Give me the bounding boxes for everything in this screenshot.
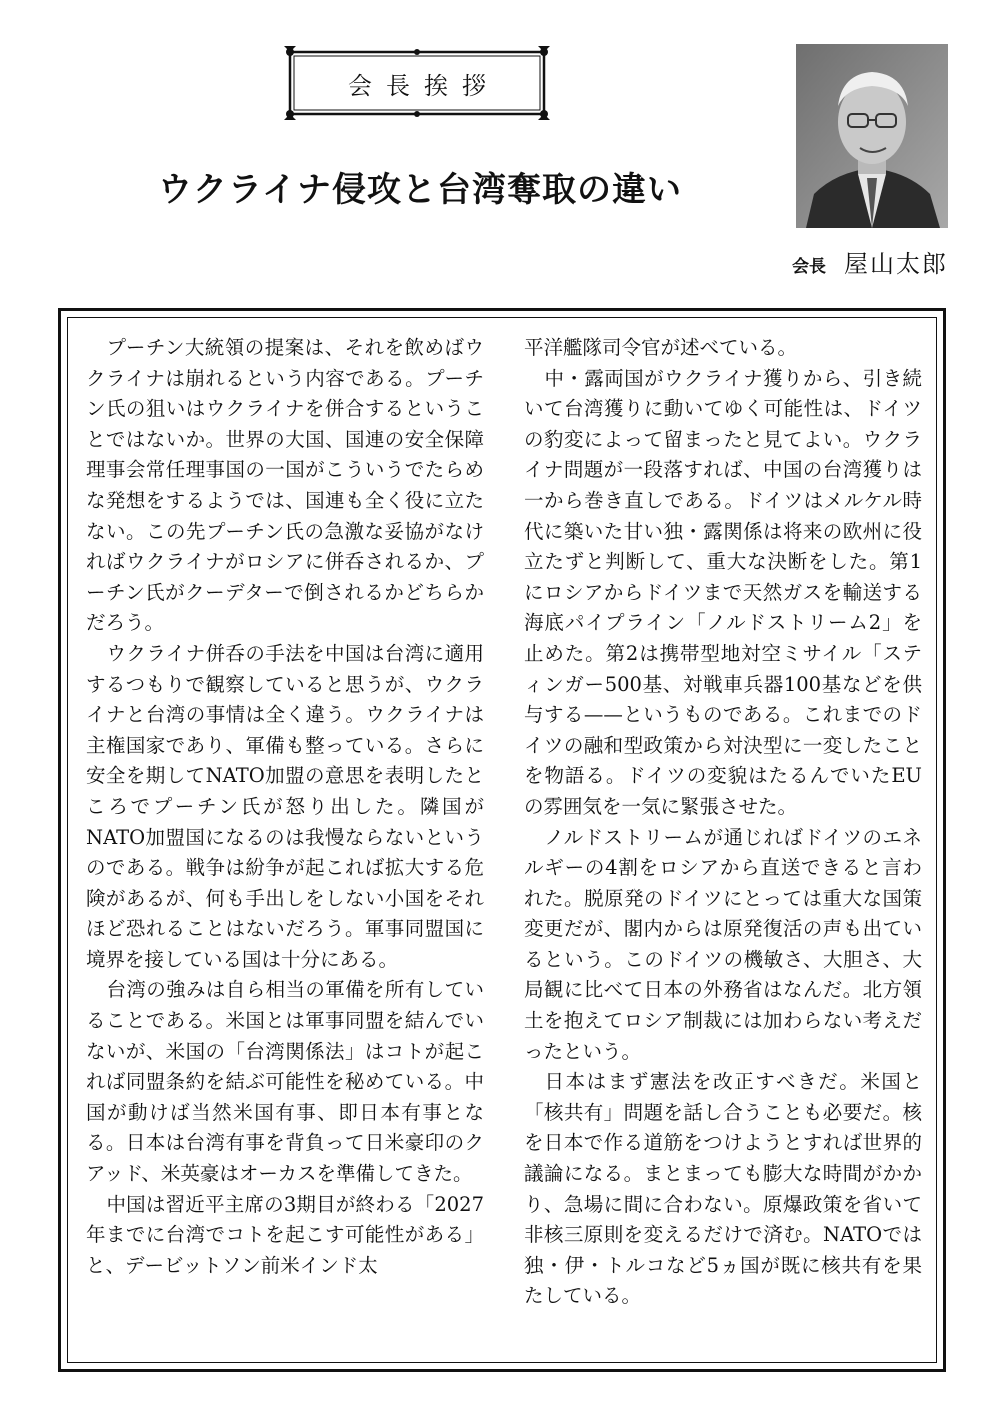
paragraph-continuation: 平洋艦隊司令官が述べている。 (524, 336, 798, 359)
section-label: 会長挨拶 (348, 71, 500, 100)
author-byline (792, 244, 948, 279)
paragraph: ウクライナ併呑の手法を中国は台湾に適用するつもりで観察していると思うが、ウクライナと台湾の事情は全く違う。ウクライナは主権国家であり、軍備も整っている。さらに安全を期してNATO加盟の意思を表明したところでプーチン氏が怒り出した。隣国がNATO加盟国になるのは我慢ならないというのである。戦争は紛争が起これば拡大する危険があるが、何も手出しをしない小国をそれほど恐れることはないだろう。軍事同盟国に境界を接している国は十分にある。 (86, 641, 484, 971)
article-title: ウクライナ侵攻と台湾奪取の違い (158, 170, 682, 210)
portrait-photo-icon (796, 44, 948, 228)
paragraph: 中国は習近平主席の3期目が終わる「2027年までに台湾でコトを起こす可能性がある」と、デービットソン前米インド太 (86, 1192, 484, 1277)
paragraph: ノルドストリームが通じればドイツのエネルギーの4割をロシアから直送できると言われた。脱原発のドイツにとっては重大な国策変更だが、閣内からは原発復活の声も出ているという。このドイツの機敏さ、大胆さ、大局観に比べて日本の外務省はなんだ。北方領土を抱えてロシア制裁には加わらない考えだったという。 (524, 825, 922, 1063)
section-heading-box (282, 44, 552, 122)
paragraph: 日本はまず憲法を改正すべきだ。米国と「核共有」問題を話し合うことも必要だ。核を日本で作る道筋をつけようとすれば世界的議論になる。まとまっても膨大な時間がかかり、急場に間に合わない。原爆政策を省いて非核三原則を変えるだけで済む。NATOでは独・伊・トルコなど5ヵ国が既に核共有を果たしている。 (524, 1070, 922, 1308)
author-name: 屋山太郎 (844, 250, 948, 278)
paragraph: 中・露両国がウクライナ獲りから、引き続いて台湾獲りに動いてゆく可能性は、ドイツの豹変によって留まったと見てよい。ウクライナ問題が一段落すれば、中国の台湾獲りは一から巻き直しである。ドイツはメルケル時代に築いた甘い独・露関係は将来の欧州に役立たずと判断して、重大な決断をした。第1にロシアからドイツまで天然ガスを輸送する海底パイプライン「ノルドストリーム2」を止めた。第2は携帯型地対空ミサイル「スティンガー500基、対戦車兵器100基などを供与する——というものである。これまでのドイツの融和型政策から対決型に一変したことを物語る。ドイツの変貌はたるんでいたEUの雰囲気を一気に緊張させた。 (524, 366, 922, 818)
author-role: 会長 (792, 257, 826, 277)
left-column (86, 333, 484, 1281)
article-body-frame (58, 308, 946, 1372)
author-photo (796, 44, 948, 228)
paragraph: 台湾の強みは自ら相当の軍備を所有していることである。米国とは軍事同盟を結んでいないが、米国の「台湾関係法」はコトが起これば同盟条約を結ぶ可能性を秘めている。中国が動けば当然米国有事、即日本有事となる。日本は台湾有事を背負って日米豪印のクアッド、米英豪はオーカスを準備してきた。 (86, 978, 484, 1186)
right-column (524, 333, 922, 1312)
paragraph: プーチン大統領の提案は、それを飲めばウクライナは崩れるという内容である。プーチン氏の狙いはウクライナを併合するということではないか。世界の大国、国連の安全保障理事会常任理事国の一国がこういうでたらめな発想をするようでは、国連も全く役に立たない。この先プーチン氏の急激な妥協がなければウクライナがロシアに併呑されるか、プーチン氏がクーデターで倒されるかどちらかだろう。 (86, 336, 484, 635)
